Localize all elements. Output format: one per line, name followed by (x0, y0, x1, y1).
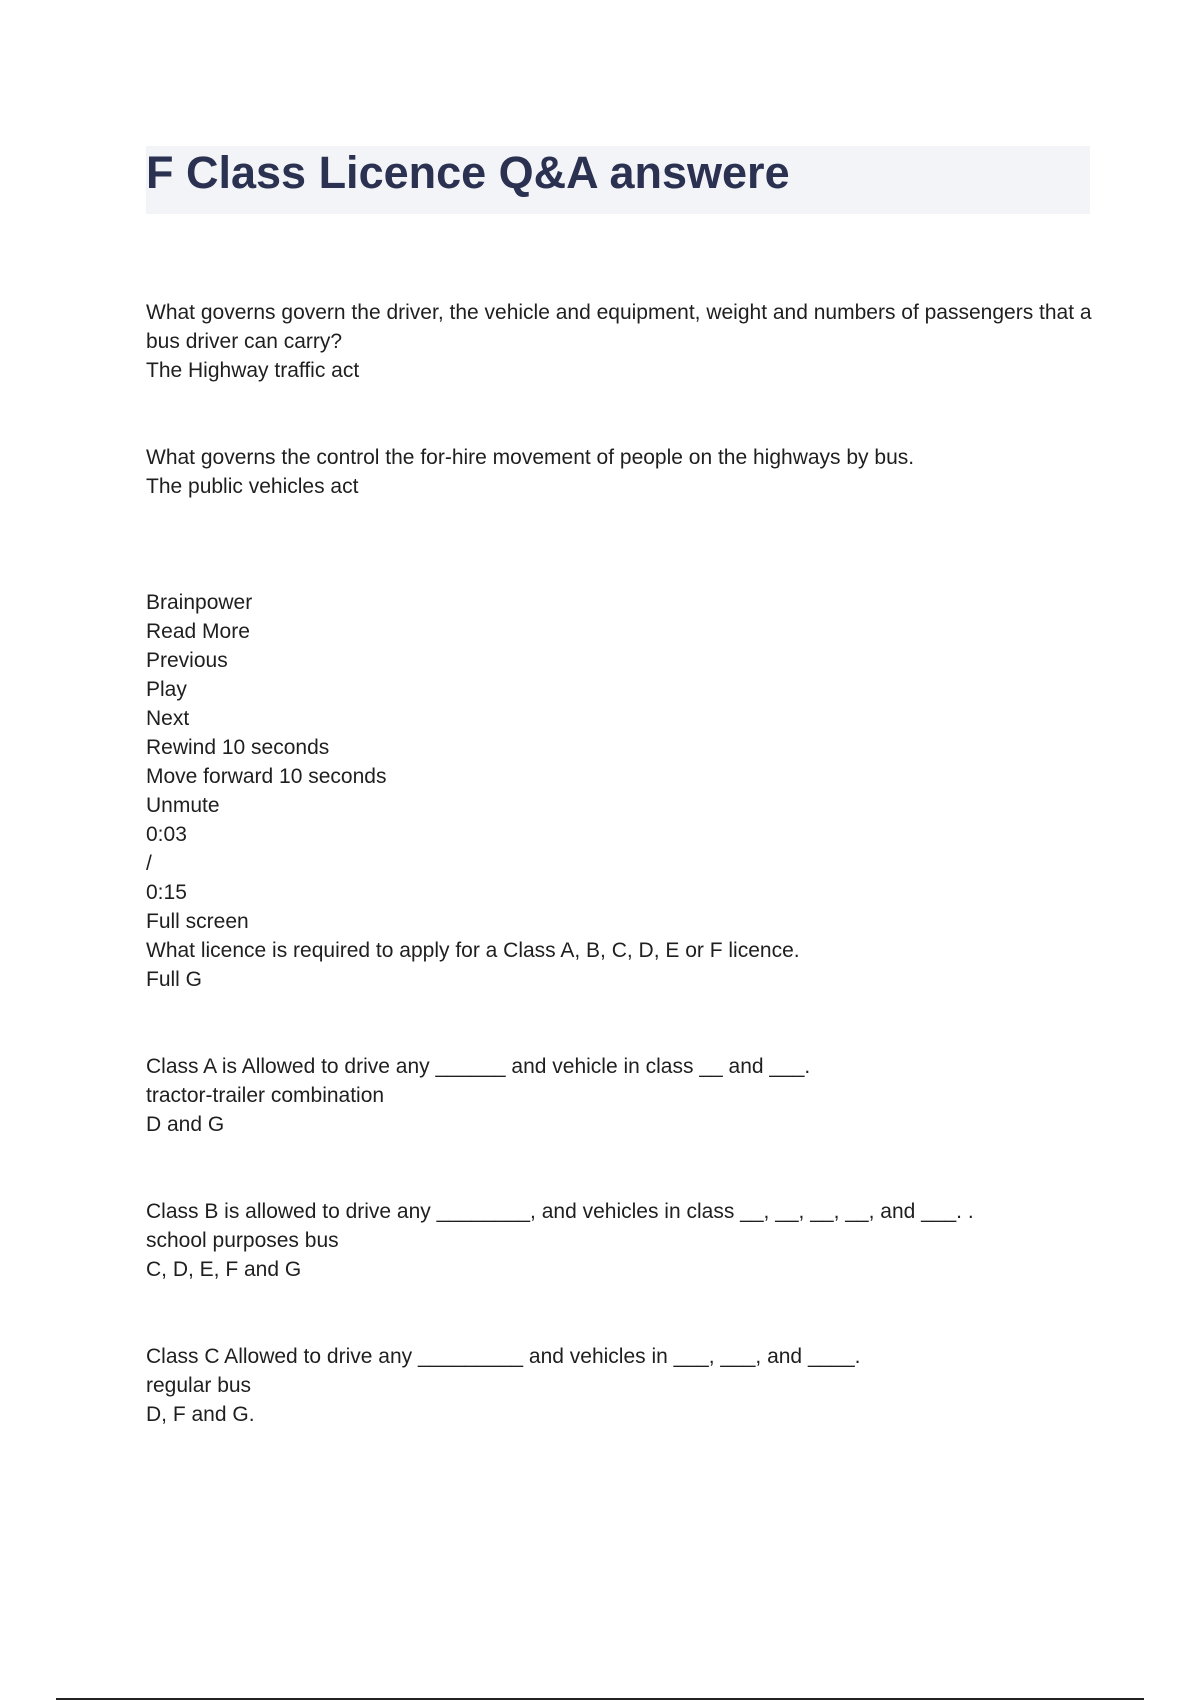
next-button[interactable]: Next (146, 707, 190, 730)
page-title: F Class Licence Q&A answere (146, 147, 790, 198)
answer-text: Full G (146, 968, 203, 991)
answer-text: The Highway traffic act (146, 359, 360, 382)
answer-text: D and G (146, 1113, 225, 1136)
qa-block-class-c (146, 1342, 1096, 1429)
qa-block-class-b (146, 1197, 1096, 1284)
play-button[interactable]: Play (146, 678, 187, 701)
answer-text: school purposes bus (146, 1229, 339, 1252)
answer-text: tractor-trailer combination (146, 1084, 385, 1107)
answer-text: The public vehicles act (146, 475, 359, 498)
qa-block-public-vehicles-act (146, 443, 1096, 501)
read-more-link[interactable]: Read More (146, 620, 250, 643)
question-text: What governs govern the driver, the vehicle and equipment, weight and numbers of passengers that a bus driver can carry? (146, 301, 1098, 353)
rewind-button[interactable]: Rewind 10 seconds (146, 736, 330, 759)
answer-text: D, F and G. (146, 1403, 255, 1426)
question-text: Class B is allowed to drive any ________, and vehicles in class __, __, __, __, and ___. . (146, 1200, 974, 1223)
player-brand: Brainpower (146, 591, 253, 614)
embedded-video-player-text (146, 588, 1096, 936)
question-text: Class C Allowed to drive any _________ and vehicles in ___, ___, and ____. (146, 1345, 861, 1368)
answer-text: regular bus (146, 1374, 252, 1397)
current-time: 0:03 (146, 823, 187, 846)
document-body (146, 298, 1096, 1429)
unmute-button[interactable]: Unmute (146, 794, 220, 817)
qa-block-full-g (146, 936, 1096, 994)
previous-button[interactable]: Previous (146, 649, 228, 672)
time-separator: / (146, 852, 152, 875)
qa-block-class-a (146, 1052, 1096, 1139)
forward-button[interactable]: Move forward 10 seconds (146, 765, 387, 788)
qa-block-highway-traffic-act (146, 298, 1096, 385)
answer-text: C, D, E, F and G (146, 1258, 302, 1281)
question-text: Class A is Allowed to drive any ______ and vehicle in class __ and ___. (146, 1055, 811, 1078)
question-text: What licence is required to apply for a Class A, B, C, D, E or F licence. (146, 939, 800, 962)
duration: 0:15 (146, 881, 187, 904)
fullscreen-button[interactable]: Full screen (146, 910, 249, 933)
question-text: What governs the control the for-hire movement of people on the highways by bus. (146, 446, 915, 469)
